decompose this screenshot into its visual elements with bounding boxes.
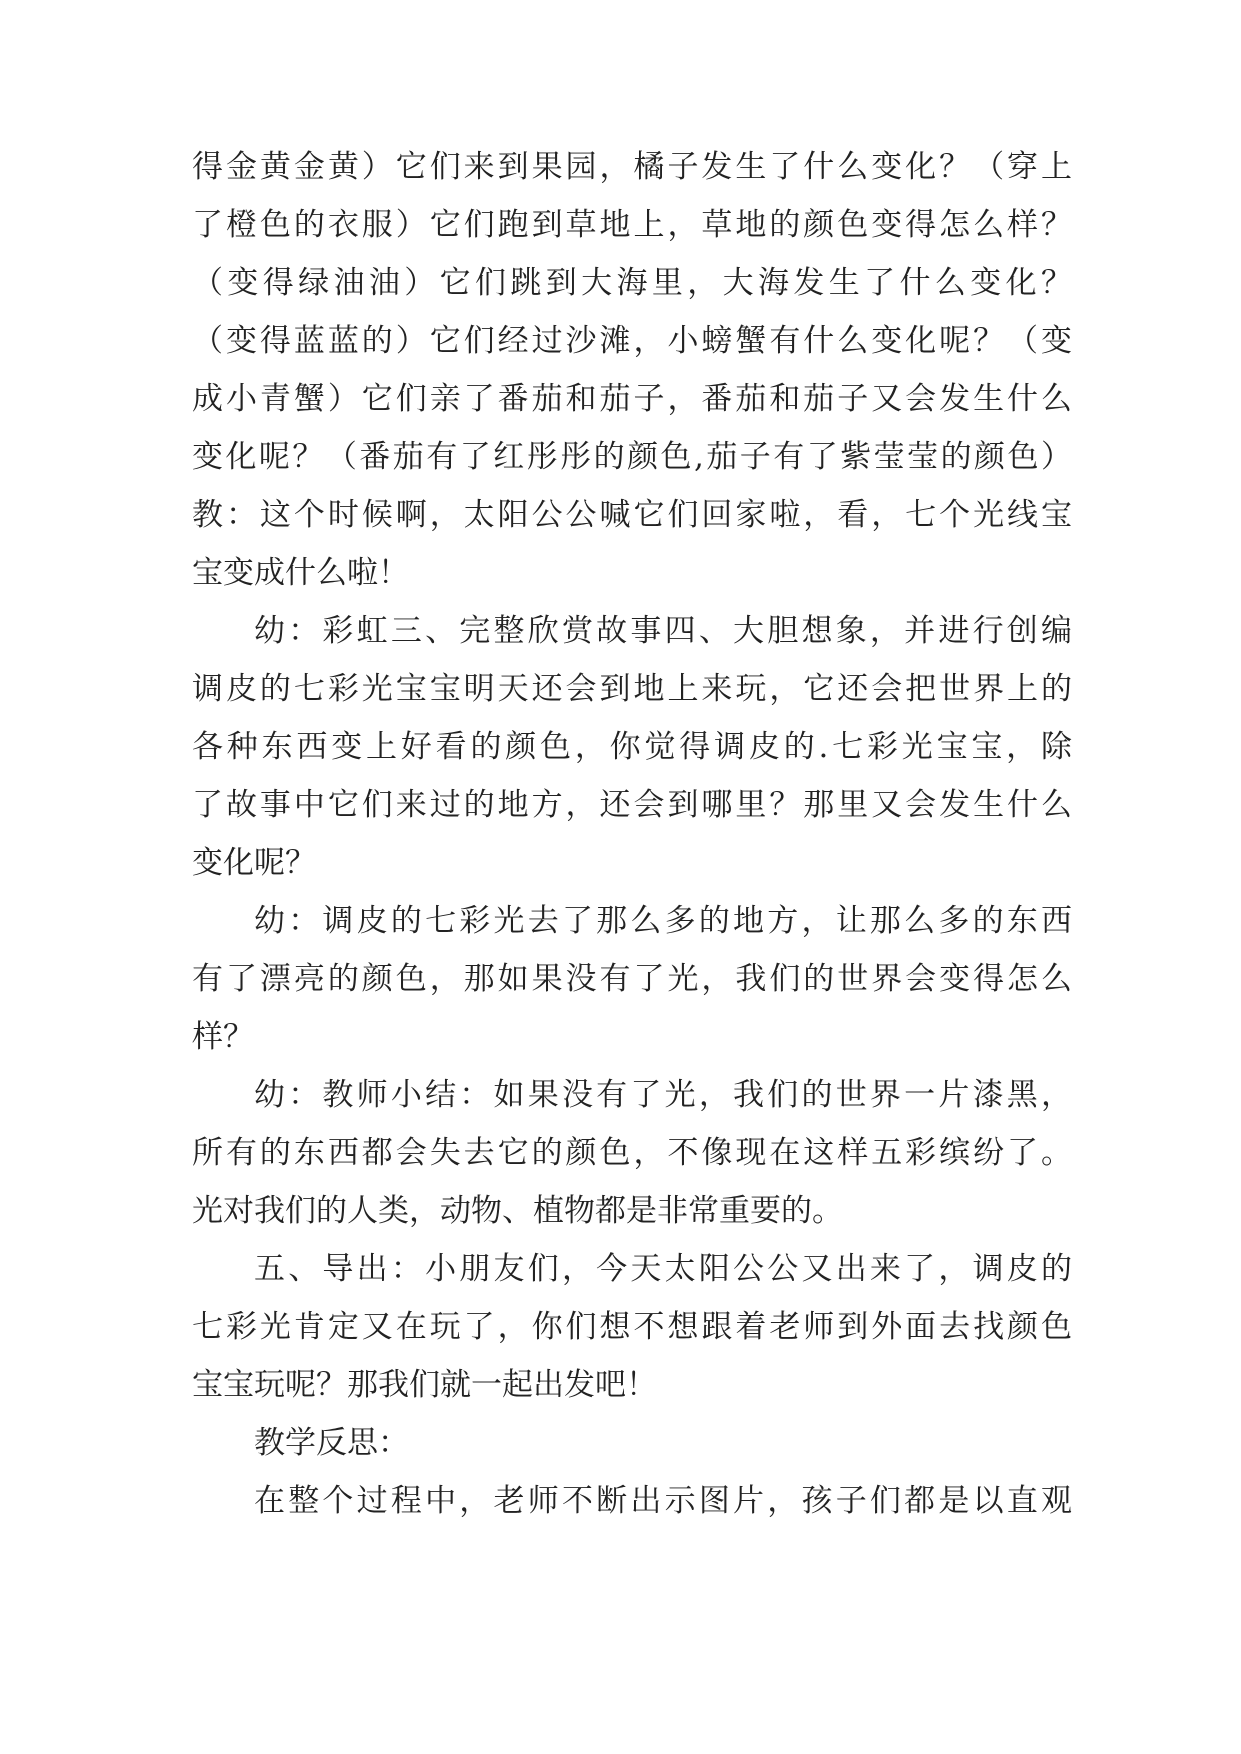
text-line: 幼：彩虹三、完整欣赏故事四、大胆想象，并进行创编: [254, 613, 1072, 649]
text-line: 在整个过程中，老师不断出示图片，孩子们都是以直观: [254, 1483, 1072, 1519]
text-line: 光对我们的人类，动物、植物都是非常重要的。: [192, 1193, 843, 1229]
text-line: 有了漂亮的颜色，那如果没有了光，我们的世界会变得怎么: [192, 961, 1072, 997]
text-line: 调皮的七彩光宝宝明天还会到地上来玩，它还会把世界上的: [192, 671, 1072, 707]
text-line: 成小青蟹）它们亲了番茄和茄子，番茄和茄子又会发生什么: [192, 381, 1072, 417]
text-line: 五、导出：小朋友们，今天太阳公公又出来了，调皮的: [254, 1251, 1072, 1287]
text-line: 幼：调皮的七彩光去了那么多的地方，让那么多的东西: [254, 903, 1072, 939]
document-page: [192, 138, 1072, 1530]
text-line: 变化呢？: [192, 845, 316, 881]
text-line: 变化呢？（番茄有了红彤彤的颜色,茄子有了紫莹莹的颜色）: [192, 439, 1072, 475]
text-line: 教学反思：: [254, 1425, 409, 1461]
text-line: 幼：教师小结：如果没有了光，我们的世界一片漆黑，: [254, 1077, 1072, 1113]
text-line: （变得蓝蓝的）它们经过沙滩，小螃蟹有什么变化呢？（变: [192, 323, 1072, 359]
text-line: 样？: [192, 1019, 254, 1055]
text-line: 宝变成什么啦！: [192, 555, 409, 591]
text-line: （变得绿油油）它们跳到大海里，大海发生了什么变化？: [192, 265, 1072, 301]
text-line: 了故事中它们来过的地方，还会到哪里？那里又会发生什么: [192, 787, 1072, 823]
text-line: 七彩光肯定又在玩了，你们想不想跟着老师到外面去找颜色: [192, 1309, 1072, 1345]
text-line: 宝宝玩呢？那我们就一起出发吧！: [192, 1367, 657, 1403]
text-line: 教：这个时候啊，太阳公公喊它们回家啦，看，七个光线宝: [192, 497, 1072, 533]
text-line: 得金黄金黄）它们来到果园，橘子发生了什么变化？（穿上: [192, 149, 1072, 185]
text-line: 各种东西变上好看的颜色，你觉得调皮的.七彩光宝宝，除: [192, 729, 1072, 765]
text-line: 了橙色的衣服）它们跑到草地上，草地的颜色变得怎么样？: [192, 207, 1072, 243]
text-line: 所有的东西都会失去它的颜色，不像现在这样五彩缤纷了。: [192, 1135, 1072, 1171]
